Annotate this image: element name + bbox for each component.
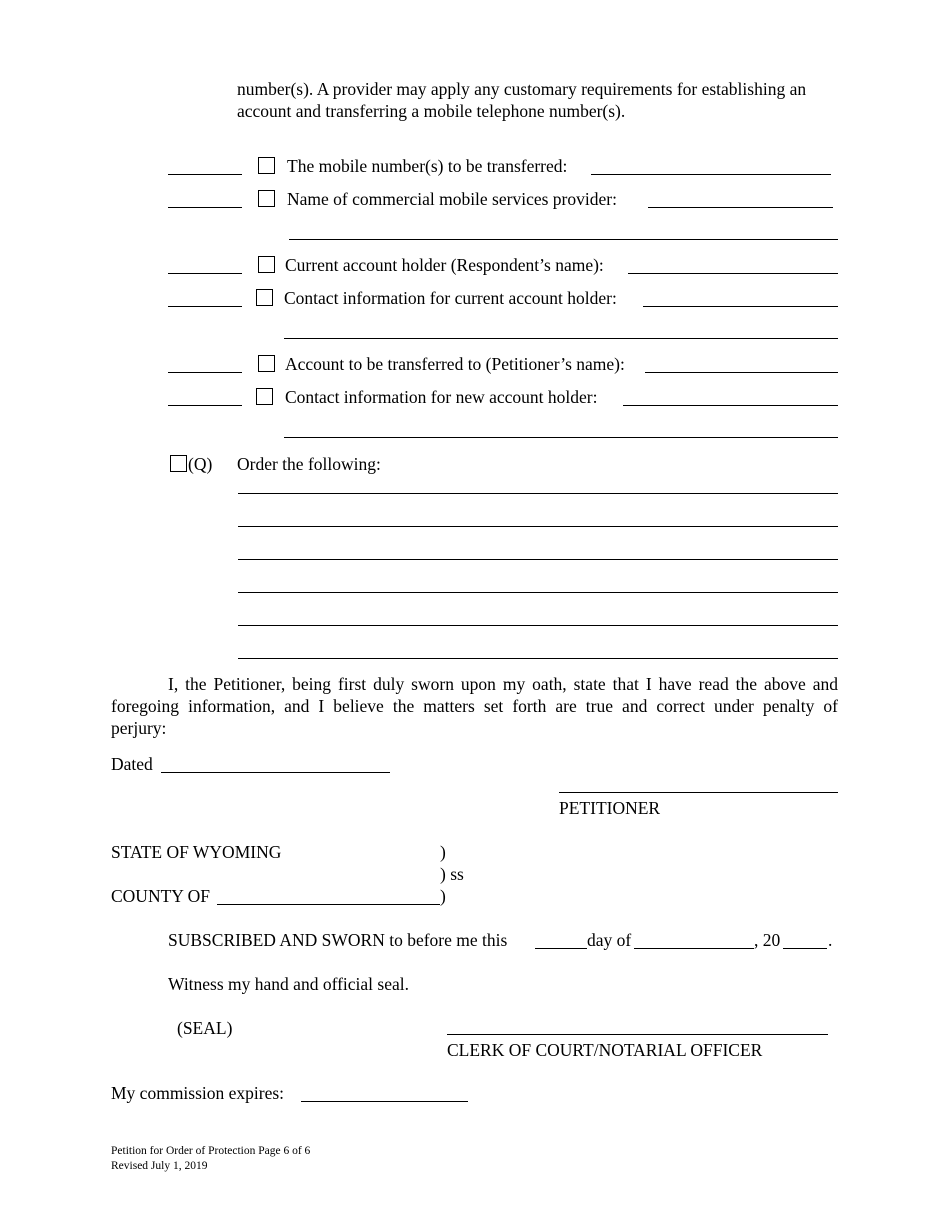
commission-label: My commission expires: xyxy=(111,1083,285,1103)
seal-label: (SEAL) xyxy=(177,1018,233,1038)
checkbox-petitioner-name[interactable] xyxy=(258,355,275,372)
venue-paren-ss: ) ss xyxy=(440,864,464,884)
footer-page-info: Petition for Order of Protection Page 6 of 6 xyxy=(111,1145,311,1157)
initials-line-4[interactable] xyxy=(168,306,242,307)
current-contact-field[interactable] xyxy=(643,306,838,307)
subscribed-lead: SUBSCRIBED AND SWORN to before me this xyxy=(168,930,508,950)
year-prefix: , 20 xyxy=(754,930,781,950)
checkbox-mobile-number[interactable] xyxy=(258,157,275,174)
county-field[interactable] xyxy=(217,904,440,905)
day-of-label: day of xyxy=(587,930,632,950)
county-label: COUNTY OF xyxy=(111,886,211,906)
dated-field[interactable] xyxy=(161,772,390,773)
witness-text: Witness my hand and official seal. xyxy=(168,974,409,994)
order-line-6[interactable] xyxy=(238,658,838,659)
respondent-name-label: Current account holder (Respondent’s name): xyxy=(285,255,604,275)
year-field[interactable] xyxy=(783,948,827,949)
initials-line-2[interactable] xyxy=(168,207,242,208)
new-contact-field-2[interactable] xyxy=(284,437,838,438)
subscribed-end: . xyxy=(828,930,833,950)
dated-label: Dated xyxy=(111,754,153,774)
section-q-label: Order the following: xyxy=(237,454,381,474)
new-contact-field[interactable] xyxy=(623,405,838,406)
order-line-1[interactable] xyxy=(238,493,838,494)
respondent-name-field[interactable] xyxy=(628,273,838,274)
checkbox-current-contact[interactable] xyxy=(256,289,273,306)
venue-paren-1: ) xyxy=(440,842,446,862)
initials-line-1[interactable] xyxy=(168,174,242,175)
venue-paren-3: ) xyxy=(440,886,446,906)
state-label: STATE OF WYOMING xyxy=(111,842,282,862)
clerk-label: CLERK OF COURT/NOTARIAL OFFICER xyxy=(447,1040,763,1060)
order-line-3[interactable] xyxy=(238,559,838,560)
petitioner-signature-line[interactable] xyxy=(559,792,838,793)
initials-line-5[interactable] xyxy=(168,372,242,373)
day-field[interactable] xyxy=(535,948,587,949)
initials-line-3[interactable] xyxy=(168,273,242,274)
current-contact-label: Contact information for current account holder: xyxy=(284,288,617,308)
petitioner-name-field[interactable] xyxy=(645,372,838,373)
commission-field[interactable] xyxy=(301,1101,468,1102)
current-contact-field-2[interactable] xyxy=(284,338,838,339)
provider-name-field[interactable] xyxy=(648,207,833,208)
provider-name-field-2[interactable] xyxy=(289,239,838,240)
oath-line-2: foregoing information, and I believe the matters set forth are true and correct under penalty of xyxy=(111,696,838,716)
checkbox-provider-name[interactable] xyxy=(258,190,275,207)
checkbox-respondent-name[interactable] xyxy=(258,256,275,273)
oath-line-3: perjury: xyxy=(111,718,167,738)
provider-name-label: Name of commercial mobile services provider: xyxy=(287,189,617,209)
order-line-4[interactable] xyxy=(238,592,838,593)
checkbox-section-q[interactable] xyxy=(170,455,187,472)
checkbox-new-contact[interactable] xyxy=(256,388,273,405)
oath-line-1: I, the Petitioner, being first duly sworn upon my oath, state that I have read the above and xyxy=(168,674,838,694)
intro-line-2: account and transferring a mobile telephone number(s). xyxy=(237,101,626,121)
new-contact-label: Contact information for new account holder: xyxy=(285,387,598,407)
order-line-5[interactable] xyxy=(238,625,838,626)
order-line-2[interactable] xyxy=(238,526,838,527)
mobile-number-field[interactable] xyxy=(591,174,831,175)
petitioner-name-label: Account to be transferred to (Petitioner’s name): xyxy=(285,354,625,374)
initials-line-6[interactable] xyxy=(168,405,242,406)
intro-line-1: number(s). A provider may apply any customary requirements for establishing an xyxy=(237,79,807,99)
footer-revised: Revised July 1, 2019 xyxy=(111,1160,208,1172)
petitioner-label: PETITIONER xyxy=(559,798,661,818)
month-field[interactable] xyxy=(634,948,754,949)
mobile-number-label: The mobile number(s) to be transferred: xyxy=(287,156,568,176)
section-q-marker: (Q) xyxy=(188,454,213,474)
clerk-signature-line[interactable] xyxy=(447,1034,828,1035)
